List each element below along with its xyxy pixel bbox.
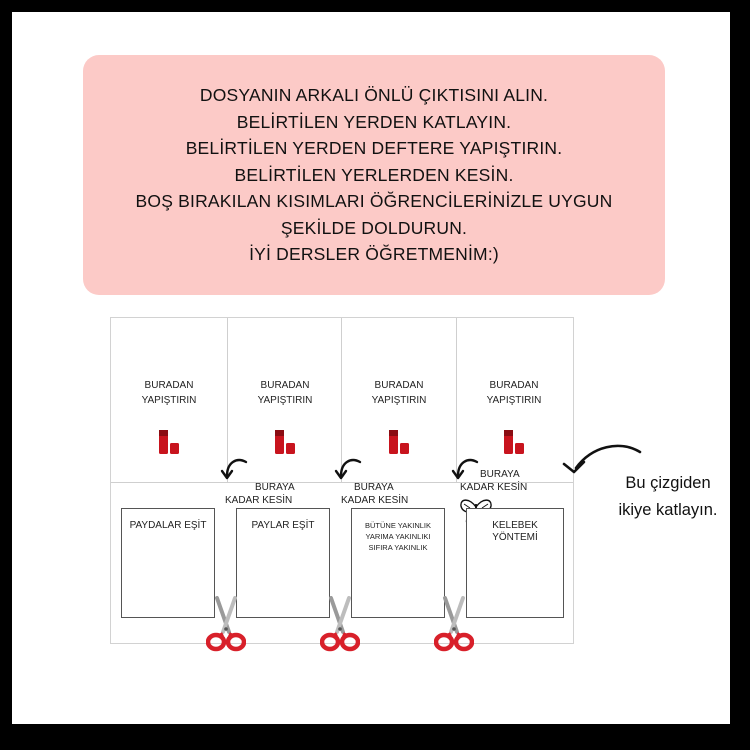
fill-in-box: PAYLAR EŞİT	[236, 508, 330, 618]
fill-in-box: KELEBEK YÖNTEMİ	[466, 508, 564, 618]
curved-arrow-icon	[219, 456, 249, 484]
glue-stick-icon	[272, 428, 298, 456]
scissors-icon	[320, 596, 360, 652]
glue-stick-icon	[386, 428, 412, 456]
fill-in-box: PAYDALAR EŞİT	[121, 508, 215, 618]
paste-here-label: BURADAN YAPIŞTIRIN	[257, 380, 313, 406]
fold-instruction-note: Bu çizgiden ikiye katlayın.	[618, 474, 718, 519]
cut-here-label: BURAYA KADAR KESİN	[460, 469, 528, 493]
template-sheet	[110, 317, 574, 644]
instructions-panel	[83, 55, 665, 295]
paste-here-label: BURADAN YAPIŞTIRIN	[141, 380, 197, 406]
instruction-line: DOSYANIN ARKALI ÖNLÜ ÇIKTISINI ALIN.	[199, 85, 549, 106]
curved-arrow-icon	[333, 456, 363, 484]
page-frame	[12, 12, 730, 724]
glue-stick-icon	[156, 428, 182, 456]
paste-here-label: BURADAN YAPIŞTIRIN	[486, 380, 542, 406]
scissors-icon	[206, 596, 246, 652]
cut-here-label: BURAYA KADAR KESİN	[341, 482, 409, 506]
instruction-line: ŞEKİLDE DOLDURUN.	[280, 217, 468, 238]
glue-stick-icon	[501, 428, 527, 456]
instruction-line: BELİRTİLEN YERDEN KATLAYIN.	[236, 111, 512, 132]
scissors-icon	[434, 596, 474, 652]
instruction-line: İYİ DERSLER ÖĞRETMENİM:)	[249, 244, 499, 265]
instruction-line: BOŞ BIRAKILAN KISIMLARI ÖĞRENCİLERİNİZLE UYGUN	[135, 191, 613, 212]
cut-here-label: BURAYA KADAR KESİN	[225, 482, 295, 506]
instruction-line: BELİRTİLEN YERLERDEN KESİN.	[234, 164, 514, 185]
instruction-line: BELİRTİLEN YERDEN DEFTERE YAPIŞTIRIN.	[185, 138, 563, 159]
fill-in-box: BÜTÜNE YAKINLIK YARIMA YAKINLIKI SIFIRA YAKINLIK	[351, 508, 445, 618]
paste-here-label: BURADAN YAPIŞTIRIN	[371, 380, 427, 406]
